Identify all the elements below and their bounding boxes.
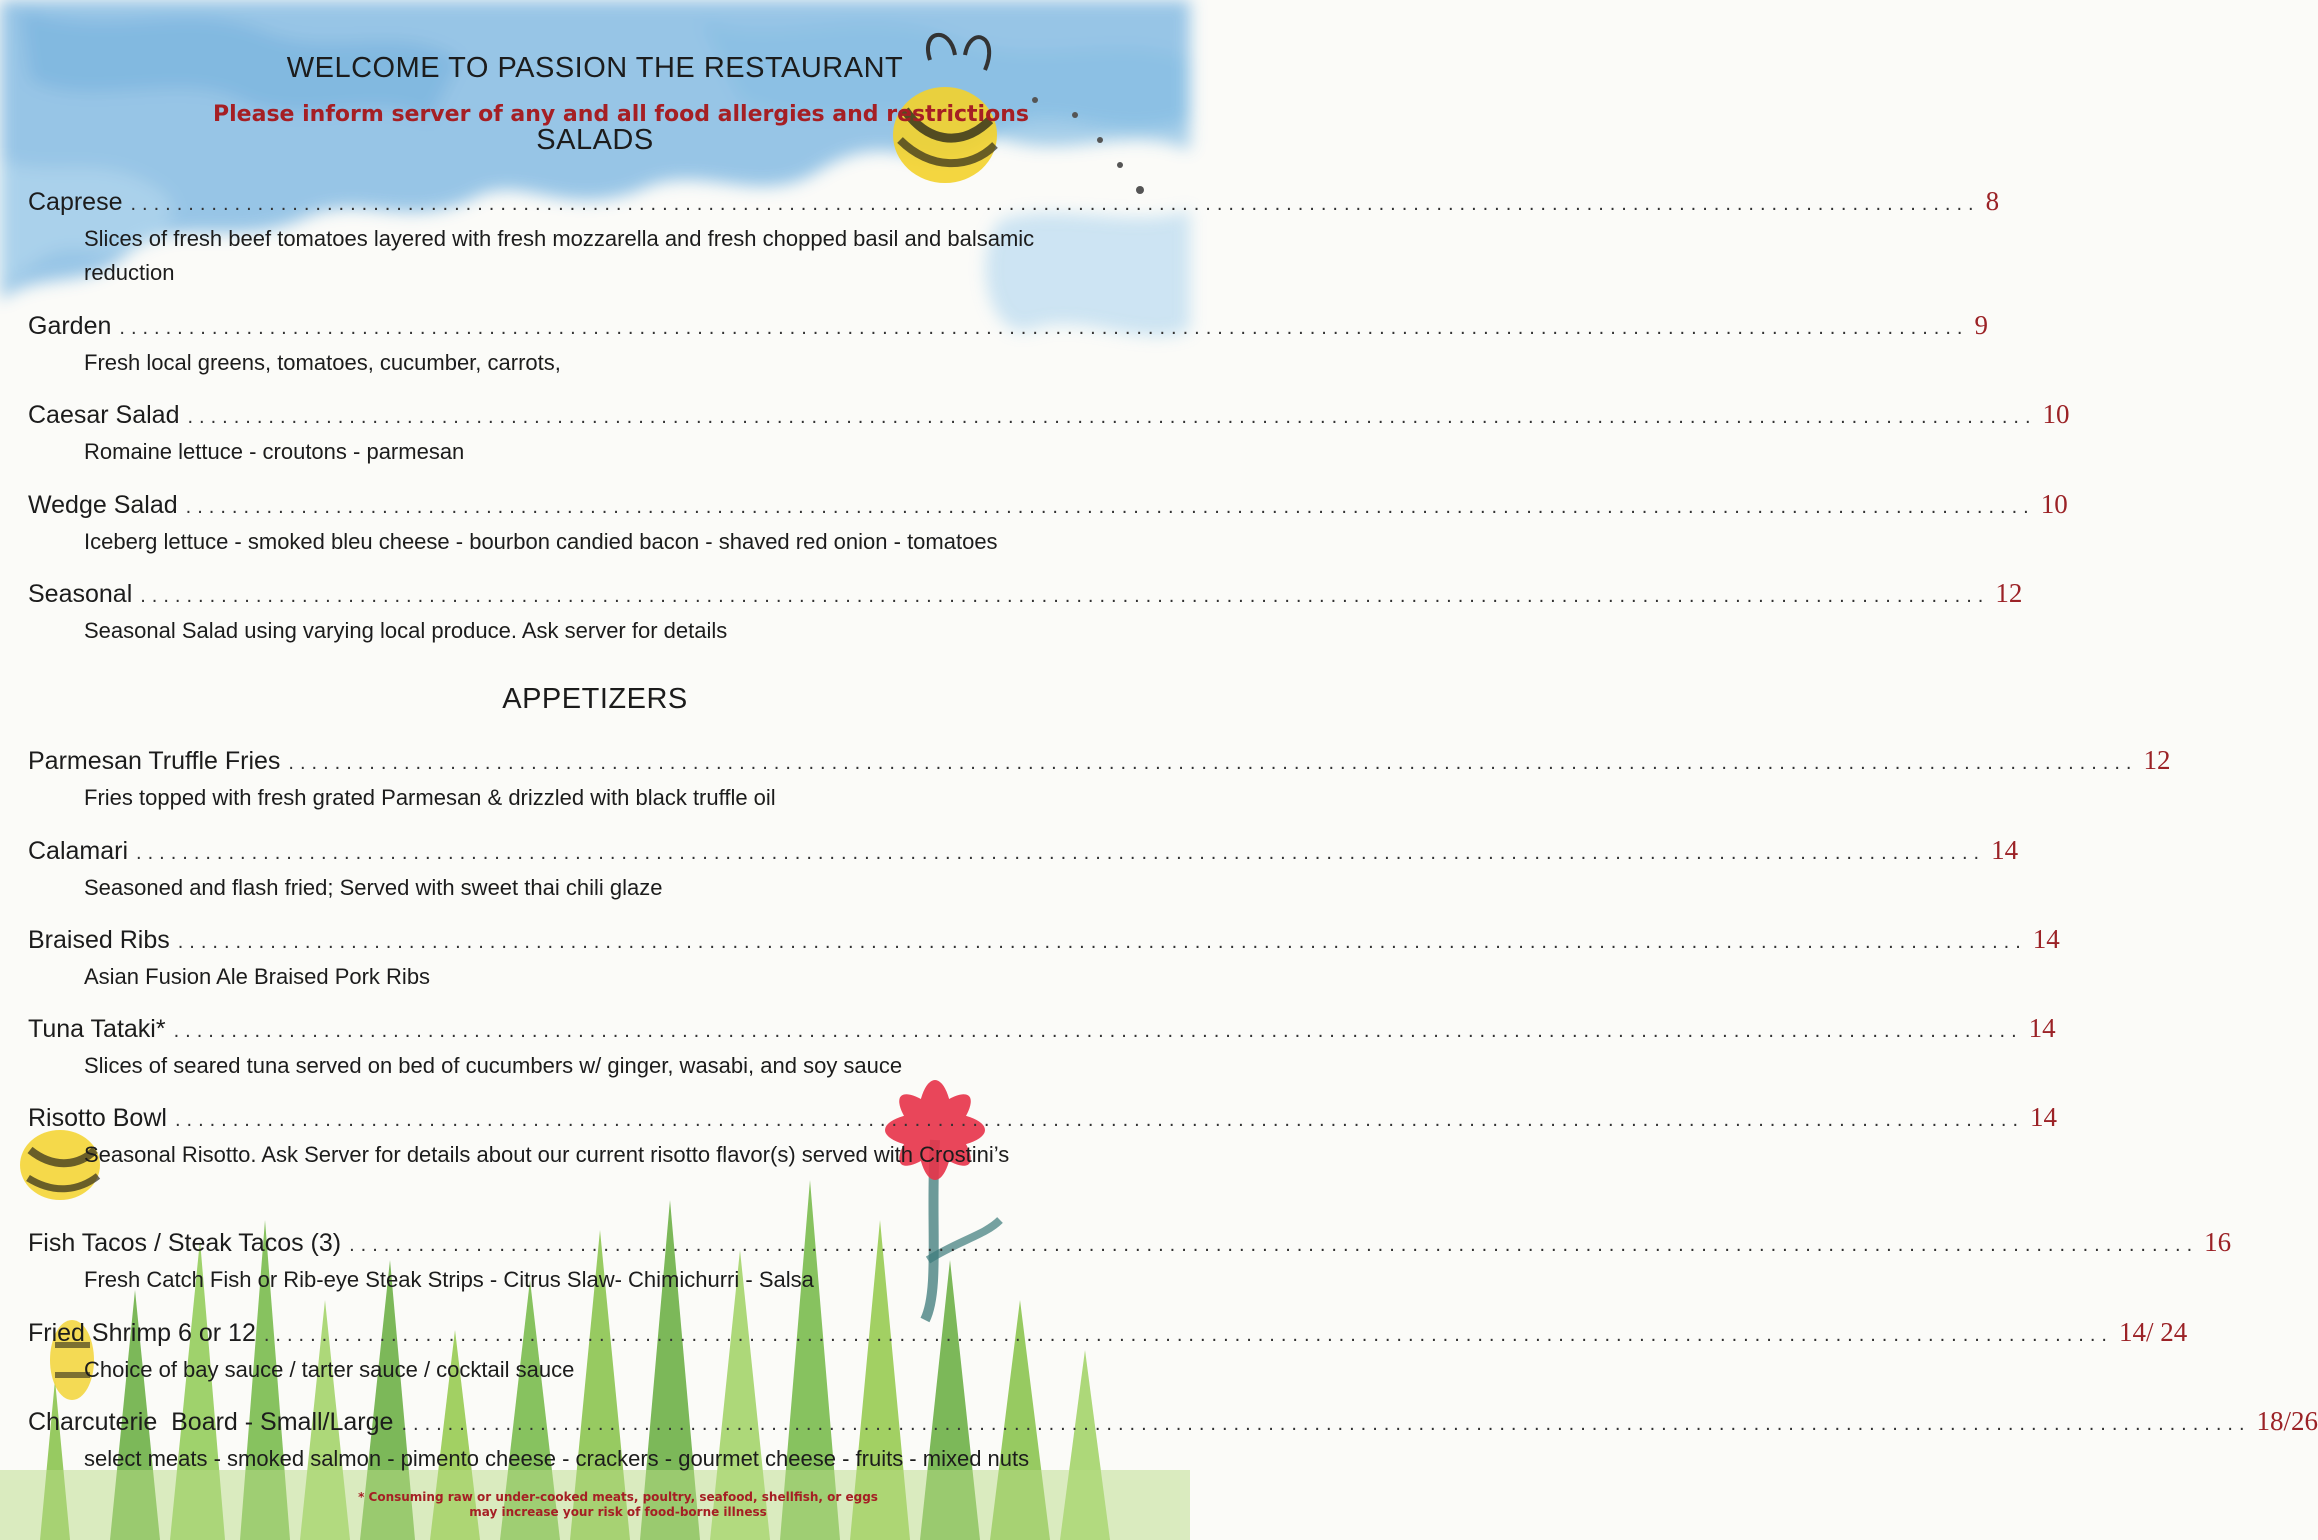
menu-item-risotto-bowl [28,1102,2058,1172]
dot-leader: ................................................................................................................................................................ [130,193,1980,215]
menu-item-wedge-salad [28,489,2068,559]
item-name: Tuna Tataki* [28,1015,166,1043]
item-price: 12 [2143,745,2171,775]
item-description: Choice of bay sauce / tarter sauce / cocktail sauce [84,1357,575,1382]
dot-leader: ................................................................................................................................................................ [174,1109,2025,1131]
dot-leader: ................................................................................................................................................................ [401,1413,2251,1435]
dot-leader: ................................................................................................................................................................ [288,752,2138,774]
item-description: Fresh local greens, tomatoes, cucumber, carrots, [84,350,561,375]
item-name: Parmesan Truffle Fries [28,747,281,775]
item-description: Fries topped with fresh grated Parmesan & drizzled with black truffle oil [84,785,776,810]
menu-item-caesar-salad [28,399,2070,469]
menu-item-seasonal [28,578,2023,648]
item-name: Fried Shrimp 6 or 12 [28,1319,256,1347]
menu-item-fish-steak-tacos [28,1227,2232,1297]
menu-item-braised-ribs [28,924,2060,994]
dot-leader: ................................................................................................................................................................ [185,496,2035,518]
item-name: Calamari [28,837,129,865]
item-price: 14 [2032,924,2060,954]
dot-leader: ................................................................................................................................................................ [136,842,1986,864]
dot-leader: ................................................................................................................................................................ [119,317,1969,339]
item-description: Slices of fresh beef tomatoes layered with fresh mozzarella and fresh chopped basil and balsamic reduction [84,226,1035,285]
item-description: Seasonal Risotto. Ask Server for details about our current risotto flavor(s) served with Crostini’s [84,1142,1010,1167]
item-description: Seasoned and flash fried; Served with sweet thai chili glaze [84,875,663,900]
item-description: Slices of seared tuna served on bed of cucumbers w/ ginger, wasabi, and soy sauce [84,1053,903,1078]
dot-leader: ................................................................................................................................................................ [140,585,1990,607]
item-description: select meats - smoked salmon - pimento cheese - crackers - gourmet cheese - fruits - mixed nuts [84,1446,1030,1471]
menu-item-parmesan-truffle-fries [28,745,2171,815]
item-price: 10 [2042,399,2070,429]
dot-leader: ................................................................................................................................................................ [187,406,2037,428]
menu-item-charcuterie-board [28,1406,2318,1476]
item-price: 12 [1995,578,2023,608]
item-name: Seasonal [28,580,133,608]
item-price: 8 [1985,186,2000,216]
dot-leader: ................................................................................................................................................................ [177,931,2027,953]
item-price: 10 [2040,489,2068,519]
dot-leader: ................................................................................................................................................................ [349,1234,2199,1256]
item-name: Charcuterie Board - Small/Large [28,1408,394,1436]
dot-leader: ................................................................................................................................................................ [173,1020,2023,1042]
salads-section-title: SALADS [536,124,654,156]
warning-line-1: * Consuming raw or under-cooked meats, poultry, seafood, shellfish, or eggs [358,1490,878,1504]
menu-item-tuna-tataki [28,1013,2056,1083]
menu-item-calamari [28,835,2019,905]
item-description: Fresh Catch Fish or Rib-eye Steak Strips - Citrus Slaw- Chimichurri - Salsa [84,1267,814,1292]
allergy-notice: Please inform server of any and all food allergies and restrictions [213,102,1029,127]
item-price: 16 [2204,1227,2232,1257]
welcome-heading: WELCOME TO PASSION THE RESTAURANT [286,52,904,84]
item-price: 18/26 [2256,1406,2318,1436]
item-price: 14/ 24 [2118,1317,2188,1347]
item-price: 9 [1974,310,1988,340]
item-description: Iceberg lettuce - smoked bleu cheese - bourbon candied bacon - shaved red onion - tomatoes [84,529,998,554]
item-description: Romaine lettuce - croutons - parmesan [84,439,465,464]
item-name: Caesar Salad [28,401,180,429]
item-name: Fish Tacos / Steak Tacos (3) [28,1229,342,1257]
menu-item-fried-shrimp [28,1317,2188,1387]
raw-food-warning [0,1490,1236,1520]
item-name: Garden [28,312,112,340]
item-price: 14 [2030,1102,2058,1132]
dot-leader: ................................................................................................................................................................ [263,1324,2113,1346]
item-description: Asian Fusion Ale Braised Pork Ribs [84,964,431,989]
item-price: 14 [1991,835,2019,865]
warning-line-2: may increase your risk of food-borne illness [469,1505,767,1519]
appetizers-section-title: APPETIZERS [502,683,688,715]
item-name: Braised Ribs [28,926,170,954]
item-name: Wedge Salad [28,491,178,519]
item-price: 14 [2028,1013,2056,1043]
item-description: Seasonal Salad using varying local produce. Ask server for details [84,618,728,643]
menu-item-caprese [28,186,2000,290]
item-name: Caprese [28,188,123,216]
menu-item-garden [28,310,1988,380]
item-name: Risotto Bowl [28,1104,167,1132]
